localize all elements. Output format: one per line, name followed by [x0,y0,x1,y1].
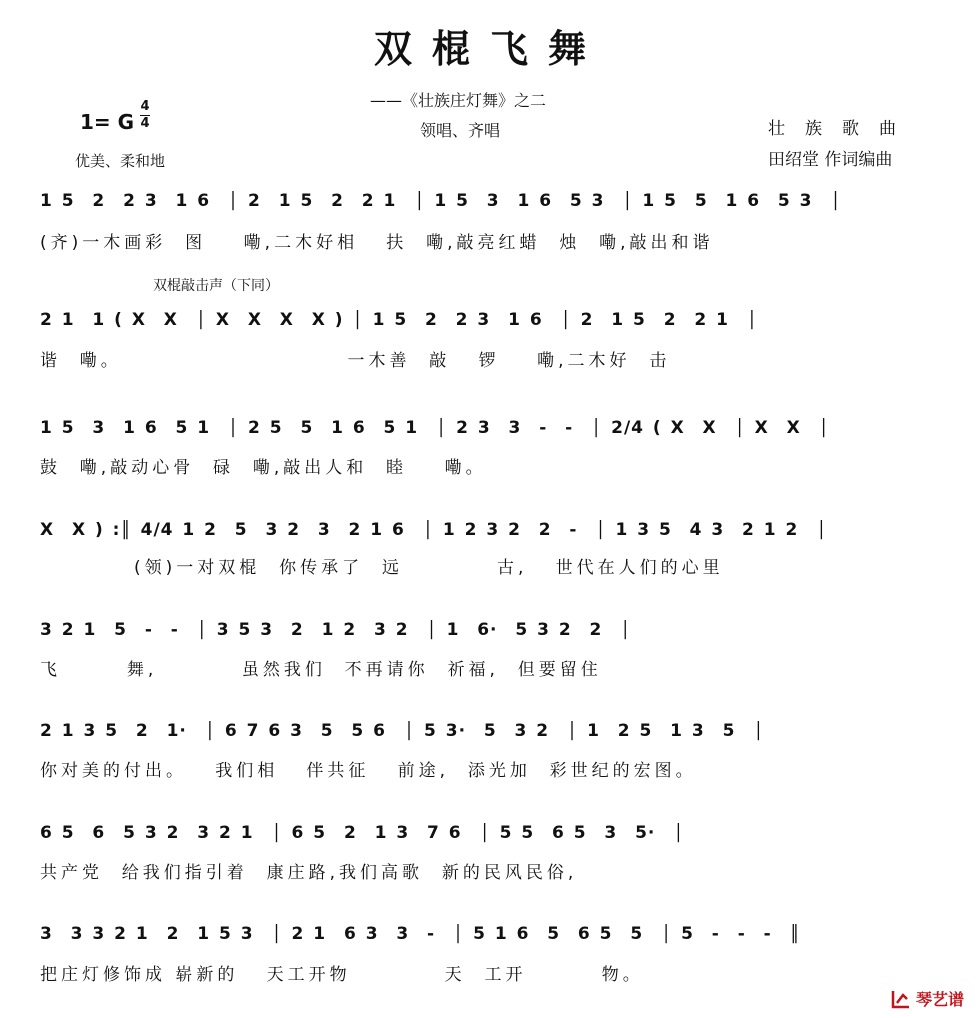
lyric-line-2: 谐 嘞。 一木善 敲 锣 嘞,二木好 击 [40,351,671,371]
notation-line: 2 1 3 5 2 1· │ 6 7 6 3 5 5 6 │ 5 3· 5 3 2 │ 1 2 5 1 3 5 │ [40,721,765,741]
lyric-line-5: 飞 舞, 虽然我们 不再请你 祈福, 但要留住 [40,660,602,680]
lyric-line-6: 你对美的付出。 我们相 伴共征 前途, 添光加 彩世纪的宏图。 [40,761,697,781]
score-row-3 [0,410,980,450]
lyric-line-4: (领)一对双棍 你传承了 远 古, 世代在人们的心里 [40,558,724,578]
time-signature-top: 4 [140,99,150,114]
tempo-marking: 优美、柔和地 [75,152,166,170]
song-title: 双棍飞舞 [373,26,606,71]
score-row-1 [0,183,980,223]
site-logo[interactable] [890,987,964,1010]
credit-origin: 壮族歌曲 [768,119,916,139]
lyric-line-3: 鼓 嘞,敲动心骨 碌 嘞,敲出人和 睦 嘞。 [40,458,487,478]
notation-line: 1 5 2 2 3 1 6 │ 2 1 5 2 2 1 │ 1 5 3 1 6 5 3 │ 1 5 5 1 6 5 3 │ [40,191,842,211]
notation-line: 3 2 1 5 - - │ 3 5 3 2 1 2 3 2 │ 1 6· 5 3 2 2 │ [40,620,632,640]
performance-note: 双棍敲击声（下同） [153,278,279,294]
lyric-line-8: 把庄灯修饰成 崭新的 天工开物 天 工开 物。 [40,965,644,985]
notation-line: 1 5 3 1 6 5 1 │ 2 5 5 1 6 5 1 │ 2 3 3 - - │ 2/4 ( X X │ X X │ [40,418,830,438]
notation-line: 6 5 6 5 3 2 3 2 1 │ 6 5 2 1 3 7 6 │ 5 5 6 5 3 5· │ [40,823,685,843]
score-row-7 [0,815,980,855]
score-row-4 [0,512,980,552]
key-signature: 1= G [80,110,135,134]
score-row-2 [0,302,980,342]
logo-text: 琴艺谱 [915,990,964,1009]
lyric-line-7: 共产党 给我们指引着 康庄路,我们高歌 新的民风民俗, [40,863,578,883]
score-row-8 [0,916,980,956]
logo-mark-icon [890,988,912,1010]
score-row-6 [0,713,980,753]
credit-author: 田绍堂 作词编曲 [768,150,893,170]
performance-mode: 领唱、齐唱 [420,121,501,140]
score-row-5 [0,612,980,652]
notation-line: 2 1 1 ( X X │ X X X X ) │ 1 5 2 2 3 1 6 │ 2 1 5 2 2 1 │ [40,310,759,330]
time-signature [140,100,150,131]
time-signature-bottom: 4 [140,116,150,131]
notation-line: 3 3 3 2 1 2 1 5 3 │ 2 1 6 3 3 - │ 5 1 6 5 6 5 5 │ 5 - - - ║ [40,924,801,944]
song-subtitle: ——《壮族庄灯舞》之二 [370,91,547,110]
lyric-line-1: (齐)一木画彩 图 嘞,二木好相 扶 嘞,敲亮红蜡 烛 嘞,敲出和谐 [40,233,714,253]
notation-line: X X ) :║ 4/4 1 2 5 3 2 3 2 1 6 │ 1 2 3 2 2 - │ 1 3 5 4 3 2 1 2 │ [40,520,828,540]
